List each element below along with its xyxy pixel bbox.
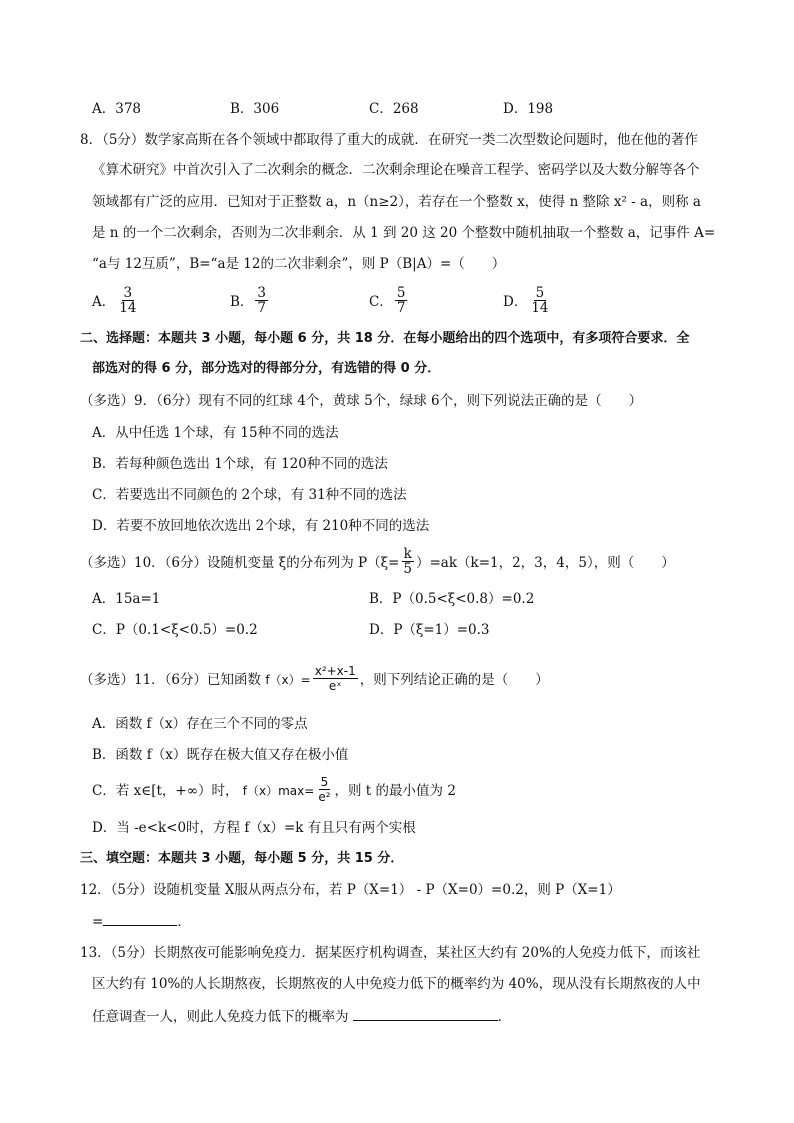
section2-heading-line1: 二、选择题：本题共 3 小题，每小题 6 分，共 18 分．在每小题给出的四个选项中，有多项符合要求．全 xyxy=(80,331,690,346)
q7-option-a: A．378 xyxy=(92,101,142,117)
q8-option-d-letter: D． xyxy=(503,294,528,310)
q8-option-b-letter: B． xyxy=(230,294,254,310)
q8-option-c-numerator: 5 xyxy=(396,285,406,301)
q8-option-c-denominator: 7 xyxy=(396,300,406,316)
q8-option-d-fraction xyxy=(529,286,550,315)
q10-option-c: C．P（0.1<ξ<0.5）=0.2 xyxy=(92,622,258,638)
q11-option-c-denominator: e² xyxy=(318,790,331,804)
q8-stem-line1: 8．（5分）数学家高斯在各个领域中都取得了重大的成就．在研究一类二次型数论问题时，他在他的著作 xyxy=(80,132,698,148)
q11-option-d: D．当 -e<k<0时，方程 f（x）=k 有且只有两个实根 xyxy=(92,820,416,836)
q13-stem-line2: 区大约有 10%的人长期熬夜，长期熬夜的人中免疫力低下的概率约为 40%，现从没有长期熬夜的人中 xyxy=(92,976,701,992)
q8-option-b-numerator: 3 xyxy=(257,285,267,301)
q11-function-name: f（x）= xyxy=(265,673,311,687)
q10-fraction-numerator: k xyxy=(403,546,412,562)
q8-option-b xyxy=(230,285,270,317)
q10-option-d: D．P（ξ=1）=0.3 xyxy=(369,622,490,638)
q9-stem: （多选）9．（6分）现有不同的红球 4个，黄球 5个，绿球 6个，则下列说法正确的是（ ） xyxy=(80,393,643,409)
q8-option-c-letter: C． xyxy=(369,294,393,310)
q8-option-a-denominator: 14 xyxy=(119,300,137,316)
q11-stem-pre: （多选）11．（6分）已知函数 xyxy=(80,672,262,688)
q9-option-d: D．若要不放回地依次选出 2个球，有 210种不同的选法 xyxy=(92,518,430,534)
q8-option-a-numerator: 3 xyxy=(123,285,133,301)
q11-option-c xyxy=(92,777,456,806)
q10-option-b: B．P（0.5<ξ<0.8）=0.2 xyxy=(369,591,535,607)
q11-fraction-denominator: eˣ xyxy=(328,679,342,693)
q8-option-c-fraction xyxy=(395,286,408,315)
q9-option-b: B．若每种颜色选出 1个球，有 120种不同的选法 xyxy=(92,456,388,472)
q11-option-a: A．函数 f（x）存在三个不同的零点 xyxy=(92,716,308,732)
q10-stem xyxy=(80,546,675,578)
q13-answer-blank[interactable] xyxy=(353,1006,498,1021)
q12-period: ． xyxy=(177,914,191,930)
q8-option-b-fraction xyxy=(255,286,268,315)
q8-option-a-letter: A． xyxy=(92,294,116,310)
q8-option-d-denominator: 14 xyxy=(531,300,549,316)
q8-option-d-numerator: 5 xyxy=(535,285,545,301)
q8-option-b-denominator: 7 xyxy=(257,300,267,316)
q7-option-c: C．268 xyxy=(369,101,419,117)
q10-stem-pre: （多选）10．（6分）设随机变量 ξ的分布列为 P（ξ= xyxy=(80,555,400,571)
q7-option-b: B．306 xyxy=(230,101,280,117)
q11-option-c-function: f（x）max= xyxy=(242,784,315,798)
q11-stem-post: ，则下列结论正确的是（ ） xyxy=(359,672,549,688)
q11-option-c-numerator: 5 xyxy=(320,775,329,789)
q12-equals: = xyxy=(92,914,104,930)
q8-stem-line3: 领域都有广泛的应用．已知对于正整数 a，n（n≥2），若存在一个整数 x，使得 n 整除 x² - a，则称 a xyxy=(92,194,701,210)
q13-period: ． xyxy=(497,1009,512,1025)
q13-stem-line3-text: 任意调查一人，则此人免疫力低下的概率为 xyxy=(92,1009,349,1025)
q10-stem-post: ）=ak（k=1，2，3，4，5），则（ ） xyxy=(415,555,675,571)
q10-fraction-denominator: 5 xyxy=(403,561,412,577)
section3-heading: 三、填空题：本题共 3 小题，每小题 5 分，共 15 分． xyxy=(80,851,404,866)
q12-answer-blank[interactable] xyxy=(103,911,177,926)
q8-option-c xyxy=(369,285,409,317)
q12-stem-line1: 12．（5分）设随机变量 X服从两点分布，若 P（X=1） - P（X=0）=0.2，则 P（X=1） xyxy=(80,882,621,898)
q11-fraction-numerator: x²+x-1 xyxy=(314,664,356,678)
q8-stem-line4: 是 n 的一个二次剩余，否则为二次非剩余．从 1 到 20 这 20 个整数中随机抽取一个整数 a，记事件 A= xyxy=(92,225,716,241)
q11-option-c-fraction xyxy=(316,775,332,804)
q11-option-b: B．函数 f（x）既存在极大值又存在极小值 xyxy=(92,747,349,763)
q11-stem xyxy=(80,666,549,695)
q8-stem-line5: “a与 12互质”，B=“a是 12的二次非剩余”，则 P（B|A）=（ ） xyxy=(92,256,506,272)
q7-option-d: D．198 xyxy=(503,101,554,117)
q8-option-a xyxy=(92,285,140,317)
q9-option-a: A．从中任选 1个球，有 15种不同的选法 xyxy=(92,425,339,441)
q11-option-c-pre: C．若 x∈[t，+∞）时， xyxy=(92,783,239,799)
section2-heading-line2: 部选对的得 6 分，部分选对的得部分分，有选错的得 0 分． xyxy=(92,361,441,376)
q9-option-c: C．若要选出不同颜色的 2个球，有 31种不同的选法 xyxy=(92,487,407,503)
q11-option-c-post: ，则 t 的最小值为 2 xyxy=(334,783,456,799)
q12-stem-line2 xyxy=(92,911,191,932)
q10-option-a: A．15a=1 xyxy=(92,591,161,607)
q10-fraction xyxy=(401,547,414,576)
q11-fraction xyxy=(313,664,358,693)
q13-stem-line1: 13．（5分）长期熬夜可能影响免疫力．据某医疗机构调查，某社区大约有 20%的人免疫力低下，而该社 xyxy=(80,945,701,961)
q13-stem-line3 xyxy=(92,1006,511,1027)
q8-option-d xyxy=(503,285,553,317)
q8-option-a-fraction xyxy=(117,286,138,315)
q8-stem-line2: 《算术研究》中首次引入了二次剩余的概念．二次剩余理论在噪音工程学、密码学以及大数分解等各个 xyxy=(92,162,700,178)
